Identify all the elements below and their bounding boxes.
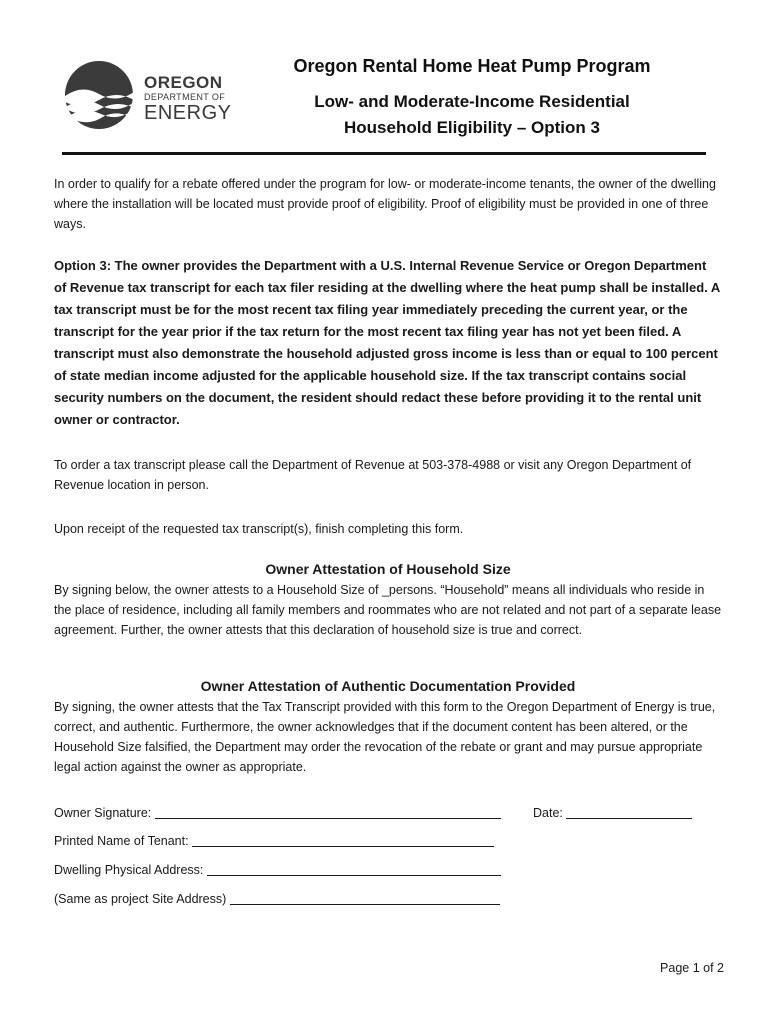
site-address-label: (Same as project Site Address) xyxy=(54,892,227,906)
date-field[interactable] xyxy=(533,803,692,823)
oregon-doe-logo xyxy=(64,60,234,130)
tenant-name-line[interactable] xyxy=(192,832,494,847)
owner-signature-line[interactable] xyxy=(155,804,501,819)
page-number: Page 1 of 2 xyxy=(660,961,724,975)
option3-paragraph: Option 3: The owner provides the Department with a U.S. Internal Revenue Service or Oregon Department of Revenue tax transcript for each tax filer residing at the dwelling where the heat pump shall be installed. A tax transcript must be for the most recent tax filing year immediately preceding the current year, or the transcript for the year prior if the tax return for the most recent tax filing year has not yet been filed. A transcript must also demonstrate the household adjusted gross income is less than or equal to 100 percent of state median income adjusted for the applicable household size. If the tax transcript contains social security numbers on the document, the resident should redact these before providing it to the rental unit owner or contractor. xyxy=(54,258,720,427)
order-info-paragraph: To order a tax transcript please call the Department of Revenue at 503-378-4988 or visit any Oregon Department of Revenue location in person. xyxy=(54,458,692,492)
owner-signature-label: Owner Signature: xyxy=(54,806,152,820)
household-heading: Owner Attestation of Household Size xyxy=(265,561,511,577)
tenant-name-field[interactable] xyxy=(54,831,494,851)
logo-emblem-icon xyxy=(64,60,136,130)
page-subtitle-line2: Household Eligibility – Option 3 xyxy=(344,118,600,137)
dwelling-address-label: Dwelling Physical Address: xyxy=(54,863,204,877)
dwelling-address-field[interactable] xyxy=(54,860,501,880)
intro-paragraph: In order to qualify for a rebate offered under the program for low- or moderate-income tenants, the owner of the dwelling where the installation will be located must provide proof of eligibility. Proof of eligibility must be provided in one of three ways. xyxy=(54,177,716,231)
page-title: Oregon Rental Home Heat Pump Program xyxy=(293,56,651,76)
logo-energy: ENERGY xyxy=(144,102,232,124)
owner-signature-field[interactable] xyxy=(54,803,501,823)
logo-department: DEPARTMENT OF xyxy=(144,92,226,102)
household-paragraph: By signing below, the owner attests to a Household Size of _persons. “Household” means all individuals who reside in the place of residence, including all family members and roommates who are not related and not part of a separate lease agreement. Further, the owner attests that this declaration of household size is true and correct. xyxy=(54,583,722,637)
site-address-field[interactable] xyxy=(54,889,500,909)
page-subtitle-line1: Low- and Moderate-Income Residential xyxy=(314,92,630,111)
date-line[interactable] xyxy=(566,804,692,819)
dwelling-address-line[interactable] xyxy=(207,861,501,876)
documentation-paragraph: By signing, the owner attests that the Tax Transcript provided with this form to the Oregon Department of Energy is true, correct, and authentic. Furthermore, the owner acknowledges that if the document content has been altered, or the Household Size falsified, the Department may order the revocation of the rebate or grant and may pursue appropriate legal action against the owner as appropriate. xyxy=(54,700,716,774)
logo-oregon: OREGON xyxy=(144,73,223,92)
title-block xyxy=(262,56,682,141)
receipt-info-paragraph: Upon receipt of the requested tax transcript(s), finish completing this form. xyxy=(54,522,464,536)
logo-wordmark xyxy=(144,74,231,123)
site-address-line[interactable] xyxy=(230,890,500,905)
header-divider xyxy=(62,152,706,155)
tenant-name-label: Printed Name of Tenant: xyxy=(54,834,189,848)
documentation-heading: Owner Attestation of Authentic Documentation Provided xyxy=(200,678,576,694)
date-label: Date: xyxy=(533,806,563,820)
